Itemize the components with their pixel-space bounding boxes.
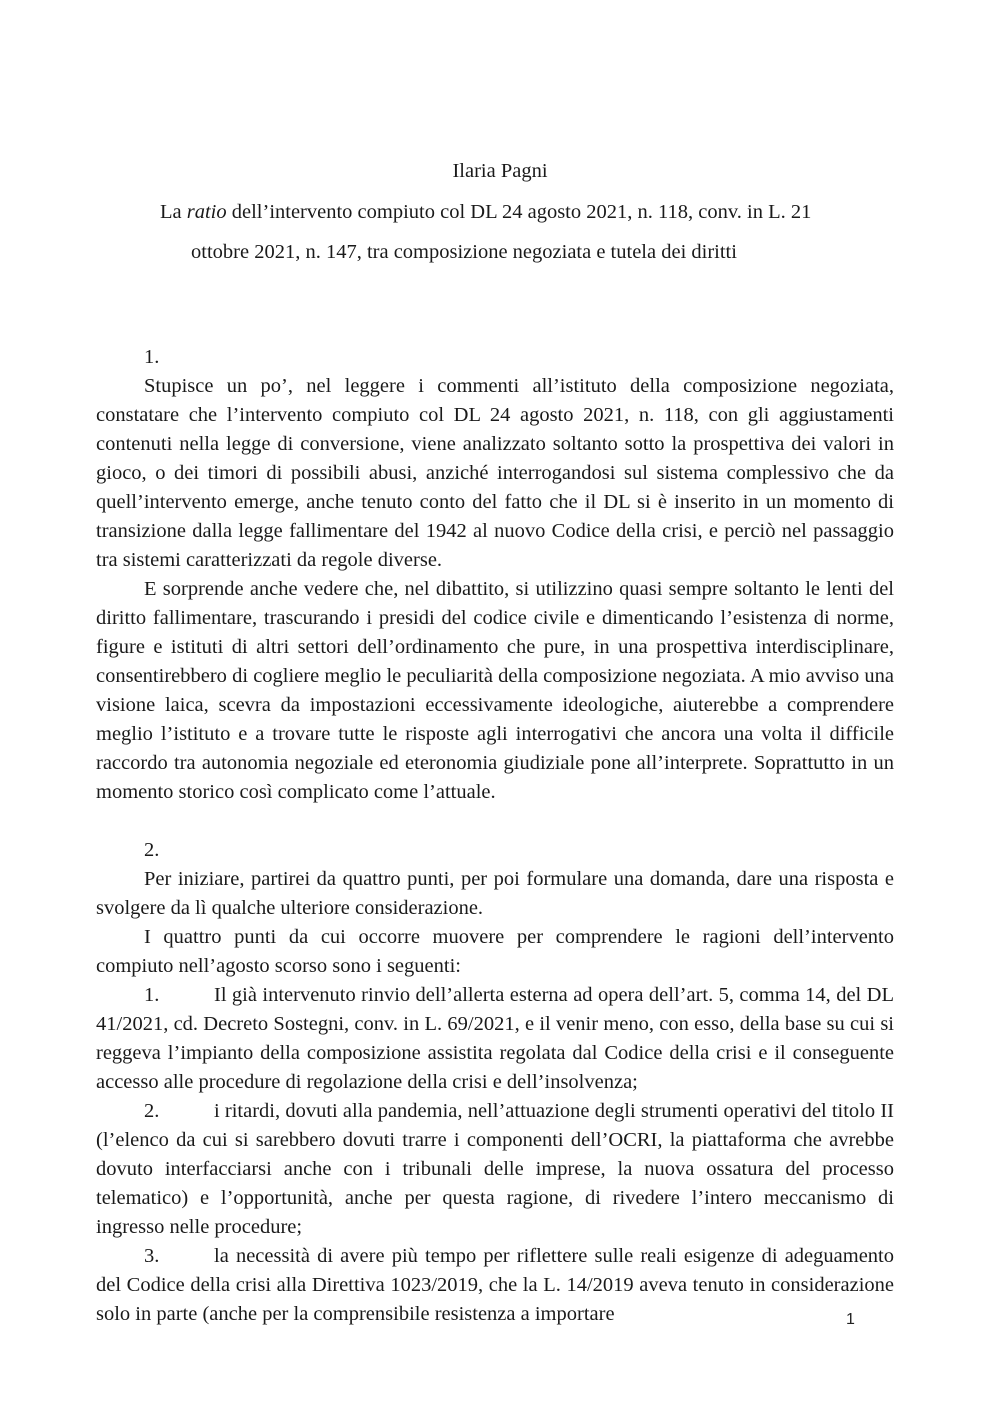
section-1-number: 1. <box>144 346 160 368</box>
list-item <box>96 1242 894 1329</box>
section-1-paragraph-2: E sorprende anche vedere che, nel dibattito, si utilizzino quasi sempre soltanto le lenti del diritto fallimentare, trascurando i presidi del codice civile e dimenticando l’esistenza di norme, figure e istituti di altri settori dell’ordinamento che pure, in una prospettiva interdisciplinare, consentirebbero di cogliere meglio le peculiarità della composizione negoziata. A mio avviso una visione laica, scevra da impostazioni eccessivamente ideologiche, aiuterebbe a comprendere meglio l’istituto e a trovare tutte le risposte agli interrogativi che ancora una volta il difficile raccordo tra autonomia negoziale ed eteronomia giudiziale pone all’interprete. Soprattutto in un momento storico così complicato come l’attuale. <box>96 578 894 803</box>
list-item-text: la necessità di avere più tempo per riflettere sulle reali esigenze di adeguamento del Codice della crisi alla Direttiva 1023/2019, che la L. 14/2019 aveva tenuto in considerazione solo in parte (anche per la comprensibile resistenza a importare <box>96 1245 894 1325</box>
list-item-text: Il già intervenuto rinvio dell’allerta esterna ad opera dell’art. 5, comma 14, del DL 41/2021, cd. Decreto Sostegni, conv. in L. 69/2021, e il venir meno, con esso, della base su cui si reggeva l’impianto della composizione assistita regolata dal Codice della crisi e il conseguente accesso alle procedure di regolazione della crisi e dell’insolvenza; <box>96 984 894 1093</box>
section-2-paragraph-1: Per iniziare, partirei da quattro punti, per poi formulare una domanda, dare una risposta e svolgere da lì qualche ulteriore considerazione. <box>96 868 894 919</box>
title-line-1 <box>160 201 811 224</box>
section-spacer <box>96 807 894 836</box>
list-item-number: 2. <box>144 1100 160 1122</box>
title-line-1-rest: dell’intervento compiuto col DL 24 agosto 2021, n. 118, conv. in L. 21 <box>226 201 812 223</box>
title-line-2: ottobre 2021, n. 147, tra composizione negoziata e tutela dei diritti <box>191 241 737 263</box>
list-item <box>96 1097 894 1242</box>
document-body <box>96 343 894 1329</box>
author-name: Ilaria Pagni <box>452 160 548 182</box>
section-1-paragraph-1: Stupisce un po’, nel leggere i commenti all’istituto della composizione negoziata, constatare che l’intervento compiuto col DL 24 agosto 2021, n. 118, con gli aggiustamenti contenuti nella legge di conversione, viene analizzato soltanto sotto la prospettiva dei valori in gioco, o dei timori di possibili abusi, anziché interrogandosi sul sistema complessivo che da quell’intervento emerge, anche tenuto conto del fatto che il DL si è inserito in un momento di transizione dalla legge fallimentare del 1942 al nuovo Codice della crisi, e perciò nel passaggio tra sistemi caratterizzati da regole diverse. <box>96 375 894 571</box>
list-item-number: 3. <box>144 1245 160 1267</box>
list-item <box>96 981 894 1097</box>
title-prefix: La <box>160 201 187 223</box>
list-item-text: i ritardi, dovuti alla pandemia, nell’attuazione degli strumenti operativi del titolo II (l’elenco da cui si sarebbero dovuti trarre i componenti dell’OCRI, la piattaforma che avrebbe dovuto interfacciarsi anche con i tribunali delle imprese, la nuova ossatura del processo telematico) e l’opportunità, anche per questa ragione, di rivedere l’intero meccanismo di ingresso nelle procedure; <box>96 1100 894 1238</box>
title-italic-word: ratio <box>186 201 227 223</box>
page-number: 1 <box>846 1311 855 1328</box>
section-2-number: 2. <box>144 839 160 861</box>
list-item-number: 1. <box>144 984 160 1006</box>
section-2-paragraph-2: I quattro punti da cui occorre muovere per comprendere le ragioni dell’intervento compiuto nell’agosto scorso sono i seguenti: <box>96 926 894 977</box>
